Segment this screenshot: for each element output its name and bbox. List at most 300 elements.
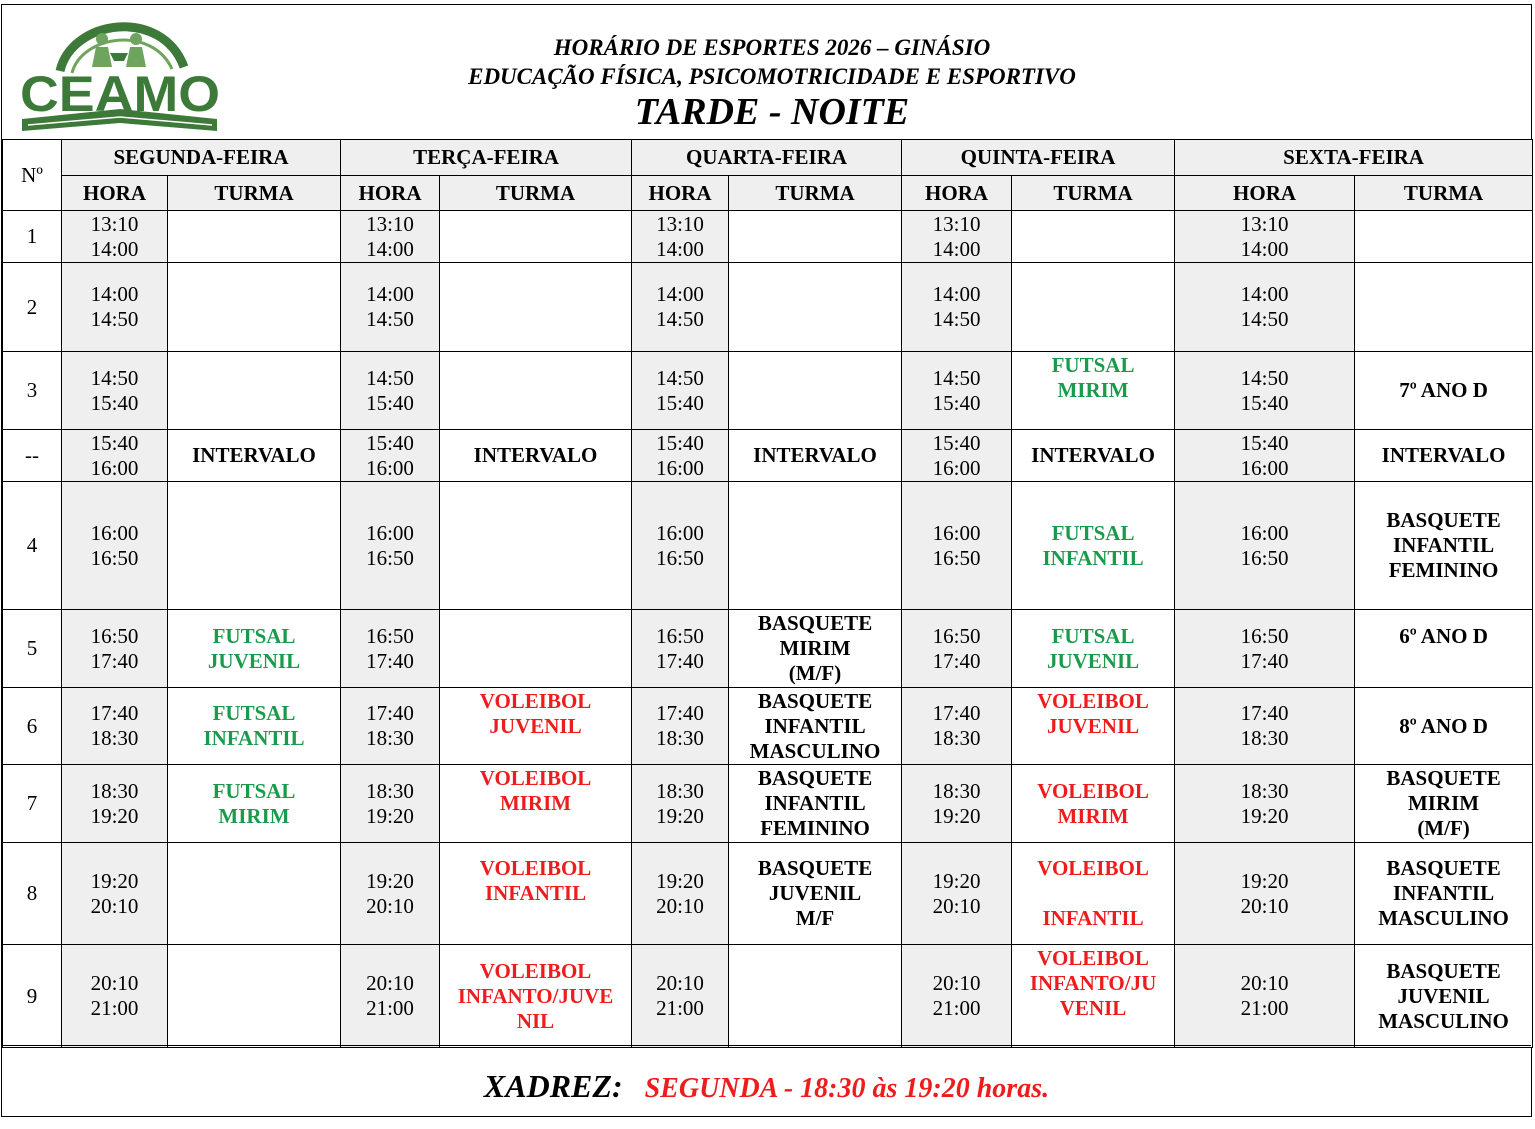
end-time: 16:00 bbox=[1240, 455, 1289, 480]
day-header: TERÇA-FEIRA bbox=[341, 140, 632, 176]
row-number: 2 bbox=[3, 263, 62, 352]
time-cell bbox=[62, 263, 168, 352]
start-time: 20:10 bbox=[1240, 971, 1289, 995]
start-time: 18:30 bbox=[90, 778, 139, 803]
turma-line: FUTSAL bbox=[1051, 520, 1135, 545]
day-header: QUINTA-FEIRA bbox=[902, 140, 1175, 176]
row-number: 9 bbox=[3, 945, 62, 1048]
time-cell bbox=[341, 430, 440, 482]
turma-cell bbox=[168, 352, 341, 430]
end-time: 16:50 bbox=[366, 545, 414, 570]
turma-cell bbox=[1355, 263, 1533, 352]
turma-cell bbox=[168, 263, 341, 352]
turma-line bbox=[1012, 739, 1174, 764]
turma-cell bbox=[729, 211, 902, 263]
time-cell bbox=[632, 482, 729, 610]
schedule-row bbox=[3, 263, 1533, 352]
start-time: 18:30 bbox=[366, 778, 414, 803]
turma-line: MASCULINO bbox=[1378, 906, 1509, 930]
turma-line: FEMININO bbox=[760, 816, 870, 840]
time-cell bbox=[341, 688, 440, 765]
end-time: 19:20 bbox=[1240, 803, 1289, 828]
start-time: 19:20 bbox=[656, 868, 704, 893]
turma-cell bbox=[1355, 765, 1533, 843]
turma-line: FUTSAL bbox=[1051, 353, 1135, 377]
schedule-row bbox=[3, 610, 1533, 688]
end-time: 20:10 bbox=[90, 893, 139, 918]
turma-cell bbox=[440, 211, 632, 263]
schedule-body bbox=[3, 211, 1533, 1048]
turma-line: INFANTO/JUVE bbox=[457, 983, 614, 1008]
start-time: 15:40 bbox=[656, 430, 704, 455]
end-time: 14:50 bbox=[366, 307, 414, 331]
schedule-page bbox=[1, 4, 1532, 1117]
turma-line: BASQUETE bbox=[1386, 958, 1501, 983]
title-line-1: HORÁRIO DE ESPORTES 2026 – GINÁSIO bbox=[553, 35, 991, 60]
day-header: QUARTA-FEIRA bbox=[632, 140, 902, 176]
turma-line: MIRIM bbox=[779, 636, 851, 660]
time-cell bbox=[632, 610, 729, 688]
start-time: 13:10 bbox=[656, 211, 704, 236]
turma-line: INFANTIL bbox=[203, 726, 305, 750]
number-column-header: Nº bbox=[3, 140, 62, 211]
start-time: 15:40 bbox=[366, 430, 414, 455]
time-cell bbox=[62, 765, 168, 843]
start-time: 19:20 bbox=[90, 868, 139, 893]
turma-line: VOLEIBOL bbox=[1037, 688, 1149, 713]
hora-column-header: HORA bbox=[1175, 176, 1355, 211]
start-time: 20:10 bbox=[90, 971, 139, 995]
turma-line: VOLEIBOL bbox=[1037, 778, 1149, 803]
end-time: 20:10 bbox=[1240, 893, 1289, 918]
day-header: SEGUNDA-FEIRA bbox=[62, 140, 341, 176]
turma-line bbox=[440, 739, 631, 764]
turma-line: INTERVALO bbox=[473, 443, 598, 467]
turma-cell bbox=[1012, 430, 1175, 482]
start-time: 17:40 bbox=[932, 701, 981, 725]
row-number: 8 bbox=[3, 843, 62, 945]
turma-line: BASQUETE bbox=[757, 611, 873, 635]
time-cell bbox=[902, 765, 1012, 843]
schedule-row bbox=[3, 482, 1533, 610]
turma-line: JUVENIL bbox=[1046, 648, 1140, 673]
turma-cell bbox=[168, 482, 341, 610]
turma-cell bbox=[440, 263, 632, 352]
start-time: 14:50 bbox=[90, 365, 139, 390]
start-time: 14:00 bbox=[932, 282, 981, 306]
turma-line: 6º ANO D bbox=[1399, 623, 1488, 648]
end-time: 16:00 bbox=[90, 455, 139, 480]
start-time: 16:50 bbox=[932, 623, 981, 648]
end-time: 14:00 bbox=[90, 236, 139, 261]
start-time: 19:20 bbox=[932, 868, 981, 893]
time-cell bbox=[341, 843, 440, 945]
end-time: 15:40 bbox=[90, 390, 139, 415]
time-cell bbox=[632, 765, 729, 843]
turma-line: JUVENIL bbox=[768, 881, 862, 905]
time-cell bbox=[902, 482, 1012, 610]
time-cell bbox=[341, 610, 440, 688]
turma-line: INFANTIL bbox=[1042, 545, 1144, 570]
start-time: 13:10 bbox=[90, 211, 139, 236]
turma-line: VOLEIBOL bbox=[479, 688, 592, 713]
time-cell bbox=[62, 430, 168, 482]
turma-line bbox=[440, 906, 631, 931]
title-line-3: TARDE - NOITE bbox=[634, 91, 910, 133]
turma-cell bbox=[168, 211, 341, 263]
time-cell bbox=[341, 482, 440, 610]
start-time: 16:00 bbox=[932, 520, 981, 545]
turma-line: JUVENIL bbox=[207, 648, 301, 673]
turma-cell bbox=[1355, 610, 1533, 688]
start-time: 14:00 bbox=[1240, 282, 1289, 306]
start-time: 16:50 bbox=[366, 623, 414, 648]
time-cell bbox=[1175, 482, 1355, 610]
start-time: 18:30 bbox=[656, 778, 704, 803]
start-time: 16:50 bbox=[90, 623, 139, 648]
end-time: 16:50 bbox=[1240, 545, 1289, 570]
end-time: 17:40 bbox=[1240, 648, 1289, 673]
turma-cell bbox=[729, 843, 902, 945]
start-time: 13:10 bbox=[1240, 211, 1289, 236]
row-number: 7 bbox=[3, 765, 62, 843]
schedule-table bbox=[2, 139, 1533, 1048]
time-cell bbox=[632, 211, 729, 263]
time-cell bbox=[1175, 430, 1355, 482]
turma-cell bbox=[1012, 945, 1175, 1048]
turma-line: FEMININO bbox=[1388, 558, 1499, 582]
turma-line: INTERVALO bbox=[753, 443, 877, 467]
time-cell bbox=[1175, 688, 1355, 765]
turma-cell bbox=[1012, 843, 1175, 945]
turma-line: MASCULINO bbox=[749, 738, 881, 763]
time-cell bbox=[632, 352, 729, 430]
hora-column-header: HORA bbox=[62, 176, 168, 211]
time-cell bbox=[1175, 765, 1355, 843]
row-number: -- bbox=[3, 430, 62, 482]
end-time: 17:40 bbox=[656, 648, 704, 673]
turma-line: MASCULINO bbox=[1378, 1008, 1509, 1033]
end-time: 16:00 bbox=[932, 455, 981, 480]
row-number: 4 bbox=[3, 482, 62, 610]
turma-cell bbox=[168, 843, 341, 945]
turma-line: BASQUETE bbox=[757, 766, 873, 790]
turma-cell bbox=[440, 688, 632, 765]
time-cell bbox=[632, 843, 729, 945]
time-cell bbox=[1175, 211, 1355, 263]
turma-line: BASQUETE bbox=[757, 688, 873, 713]
turma-line: MIRIM bbox=[499, 791, 572, 815]
end-time: 14:50 bbox=[656, 307, 704, 331]
turma-line: INFANTIL bbox=[484, 881, 587, 905]
end-time: 14:50 bbox=[1240, 307, 1289, 331]
time-cell bbox=[1175, 352, 1355, 430]
turma-column-header: TURMA bbox=[440, 176, 632, 211]
hora-column-header: HORA bbox=[341, 176, 440, 211]
start-time: 16:00 bbox=[656, 520, 704, 545]
turma-cell bbox=[1355, 430, 1533, 482]
time-cell bbox=[341, 211, 440, 263]
turma-cell bbox=[440, 945, 632, 1048]
end-time: 15:40 bbox=[932, 390, 981, 415]
end-time: 16:00 bbox=[366, 455, 414, 480]
time-cell bbox=[902, 352, 1012, 430]
turma-line: INFANTO/JU bbox=[1029, 971, 1157, 995]
time-cell bbox=[902, 211, 1012, 263]
schedule-row bbox=[3, 945, 1533, 1048]
end-time: 20:10 bbox=[932, 893, 981, 918]
start-time: 14:00 bbox=[366, 282, 414, 306]
start-time: 17:40 bbox=[656, 701, 704, 725]
time-cell bbox=[62, 945, 168, 1048]
start-time: 19:20 bbox=[366, 868, 414, 893]
time-cell bbox=[632, 430, 729, 482]
start-time: 14:00 bbox=[656, 282, 704, 306]
time-cell bbox=[902, 430, 1012, 482]
time-cell bbox=[341, 352, 440, 430]
turma-cell bbox=[440, 430, 632, 482]
turma-line: INTERVALO bbox=[1031, 443, 1155, 467]
start-time: 20:10 bbox=[932, 971, 981, 995]
end-time: 17:40 bbox=[932, 648, 981, 673]
start-time: 16:00 bbox=[366, 520, 414, 545]
turma-cell bbox=[440, 482, 632, 610]
end-time: 21:00 bbox=[656, 996, 704, 1020]
time-cell bbox=[632, 688, 729, 765]
turma-line: 8º ANO D bbox=[1399, 713, 1488, 738]
turma-cell bbox=[729, 610, 902, 688]
end-time: 16:50 bbox=[656, 545, 704, 570]
end-time: 20:10 bbox=[366, 893, 414, 918]
turma-line bbox=[1012, 403, 1174, 428]
subheader-row bbox=[3, 176, 1533, 211]
turma-line: BASQUETE bbox=[757, 856, 873, 880]
schedule-row bbox=[3, 352, 1533, 430]
turma-column-header: TURMA bbox=[1355, 176, 1533, 211]
turma-line bbox=[1012, 881, 1174, 906]
turma-line: INFANTIL bbox=[764, 791, 866, 815]
row-number: 6 bbox=[3, 688, 62, 765]
end-time: 20:10 bbox=[656, 893, 704, 918]
start-time: 17:40 bbox=[366, 701, 414, 725]
turma-line bbox=[1355, 649, 1532, 674]
time-cell bbox=[341, 263, 440, 352]
row-number: 3 bbox=[3, 352, 62, 430]
turma-line: INFANTIL bbox=[1392, 881, 1495, 905]
time-cell bbox=[1175, 610, 1355, 688]
turma-column-header: TURMA bbox=[168, 176, 341, 211]
turma-line: INFANTIL bbox=[764, 713, 866, 738]
turma-line: MIRIM bbox=[1057, 803, 1129, 828]
end-time: 21:00 bbox=[366, 996, 414, 1020]
time-cell bbox=[902, 688, 1012, 765]
end-time: 21:00 bbox=[90, 996, 139, 1020]
time-cell bbox=[62, 482, 168, 610]
turma-line: BASQUETE bbox=[1386, 508, 1501, 532]
end-time: 18:30 bbox=[656, 726, 704, 750]
title-block bbox=[332, 33, 1212, 133]
turma-cell bbox=[729, 765, 902, 843]
start-time: 14:00 bbox=[90, 282, 139, 306]
time-cell bbox=[1175, 843, 1355, 945]
schedule-row bbox=[3, 430, 1533, 482]
turma-cell bbox=[440, 843, 632, 945]
turma-cell bbox=[168, 430, 341, 482]
turma-cell bbox=[729, 352, 902, 430]
time-cell bbox=[62, 688, 168, 765]
turma-cell bbox=[729, 430, 902, 482]
end-time: 19:20 bbox=[366, 803, 414, 828]
end-time: 17:40 bbox=[90, 648, 139, 673]
turma-cell bbox=[1355, 945, 1533, 1048]
footer bbox=[2, 1045, 1531, 1118]
start-time: 14:50 bbox=[656, 365, 704, 390]
end-time: 19:20 bbox=[932, 803, 981, 828]
time-cell bbox=[341, 945, 440, 1048]
turma-line: VOLEIBOL bbox=[1037, 946, 1149, 970]
ceamo-logo bbox=[12, 9, 227, 139]
turma-line: (M/F) bbox=[788, 661, 842, 685]
turma-cell bbox=[1012, 263, 1175, 352]
end-time: 18:30 bbox=[932, 726, 981, 750]
time-cell bbox=[632, 263, 729, 352]
turma-line: JUVENIL bbox=[489, 713, 582, 738]
turma-cell bbox=[440, 352, 632, 430]
end-time: 21:00 bbox=[932, 996, 981, 1020]
turma-column-header: TURMA bbox=[1012, 176, 1175, 211]
turma-cell bbox=[1012, 211, 1175, 263]
end-time: 15:40 bbox=[366, 390, 414, 415]
footer-text: SEGUNDA - 18:30 às 19:20 horas. bbox=[644, 1073, 1050, 1104]
time-cell bbox=[1175, 263, 1355, 352]
start-time: 14:50 bbox=[366, 365, 414, 390]
end-time: 16:50 bbox=[932, 545, 981, 570]
end-time: 14:00 bbox=[932, 236, 981, 261]
start-time: 19:20 bbox=[1240, 868, 1289, 893]
turma-line: BASQUETE bbox=[1386, 766, 1501, 790]
turma-line: BASQUETE bbox=[1386, 856, 1501, 880]
turma-line: MIRIM bbox=[1057, 378, 1129, 402]
turma-line: INFANTIL bbox=[1042, 906, 1144, 930]
end-time: 19:20 bbox=[656, 803, 704, 828]
start-time: 16:00 bbox=[90, 520, 139, 545]
start-time: 15:40 bbox=[932, 430, 981, 455]
turma-line: VOLEIBOL bbox=[479, 958, 592, 983]
turma-line: INFANTIL bbox=[1392, 533, 1495, 557]
time-cell bbox=[902, 843, 1012, 945]
time-cell bbox=[62, 843, 168, 945]
start-time: 20:10 bbox=[656, 971, 704, 995]
end-time: 19:20 bbox=[90, 803, 139, 828]
turma-line: JUVENIL bbox=[1046, 713, 1140, 738]
end-time: 14:50 bbox=[932, 307, 981, 331]
end-time: 21:00 bbox=[1240, 996, 1289, 1020]
turma-cell bbox=[1012, 765, 1175, 843]
end-time: 14:00 bbox=[366, 236, 414, 261]
start-time: 15:40 bbox=[90, 430, 139, 455]
turma-line: JUVENIL bbox=[1397, 983, 1490, 1008]
start-time: 14:50 bbox=[1240, 365, 1289, 390]
turma-line: NIL bbox=[516, 1008, 555, 1033]
turma-cell bbox=[168, 610, 341, 688]
turma-line: (M/F) bbox=[1417, 816, 1470, 840]
end-time: 18:30 bbox=[366, 726, 414, 750]
turma-cell bbox=[1355, 843, 1533, 945]
turma-cell bbox=[440, 610, 632, 688]
turma-column-header: TURMA bbox=[729, 176, 902, 211]
time-cell bbox=[902, 263, 1012, 352]
turma-line: INTERVALO bbox=[192, 443, 316, 467]
turma-cell bbox=[729, 482, 902, 610]
time-cell bbox=[341, 765, 440, 843]
time-cell bbox=[902, 610, 1012, 688]
start-time: 16:50 bbox=[1240, 623, 1289, 648]
turma-line: FUTSAL bbox=[212, 623, 296, 648]
turma-cell bbox=[168, 765, 341, 843]
turma-line: VOLEIBOL bbox=[1037, 856, 1149, 880]
end-time: 15:40 bbox=[1240, 390, 1289, 415]
time-cell bbox=[632, 945, 729, 1048]
start-time: 16:00 bbox=[1240, 520, 1289, 545]
end-time: 18:30 bbox=[1240, 726, 1289, 750]
start-time: 15:40 bbox=[1240, 430, 1289, 455]
turma-line: MIRIM bbox=[218, 803, 290, 828]
start-time: 17:40 bbox=[90, 701, 139, 725]
start-time: 14:50 bbox=[932, 365, 981, 390]
end-time: 14:00 bbox=[656, 236, 704, 261]
time-cell bbox=[902, 945, 1012, 1048]
end-time: 16:00 bbox=[656, 455, 704, 480]
turma-line bbox=[440, 816, 631, 841]
turma-cell bbox=[1355, 688, 1533, 765]
turma-line: MIRIM bbox=[1407, 791, 1480, 815]
end-time: 15:40 bbox=[656, 390, 704, 415]
turma-line: VOLEIBOL bbox=[479, 766, 592, 790]
turma-cell bbox=[1012, 610, 1175, 688]
turma-cell bbox=[168, 688, 341, 765]
start-time: 18:30 bbox=[932, 778, 981, 803]
footer-label: XADREZ: bbox=[483, 1068, 623, 1104]
start-time: 13:10 bbox=[932, 211, 981, 236]
schedule-row bbox=[3, 211, 1533, 263]
start-time: 16:50 bbox=[656, 623, 704, 648]
schedule-row bbox=[3, 843, 1533, 945]
turma-line: INTERVALO bbox=[1381, 443, 1506, 467]
logo-text: CEAMO bbox=[20, 66, 221, 122]
turma-line: 7º ANO D bbox=[1399, 378, 1488, 402]
end-time: 14:00 bbox=[1240, 236, 1289, 261]
schedule-row bbox=[3, 688, 1533, 765]
time-cell bbox=[62, 352, 168, 430]
start-time: 18:30 bbox=[1240, 778, 1289, 803]
turma-cell bbox=[1355, 211, 1533, 263]
hora-column-header: HORA bbox=[632, 176, 729, 211]
turma-line: VENIL bbox=[1059, 996, 1127, 1020]
turma-cell bbox=[729, 945, 902, 1048]
row-number: 1 bbox=[3, 211, 62, 263]
turma-cell bbox=[1355, 482, 1533, 610]
schedule-row bbox=[3, 765, 1533, 843]
turma-cell bbox=[1012, 688, 1175, 765]
hora-column-header: HORA bbox=[902, 176, 1012, 211]
start-time: 17:40 bbox=[1240, 701, 1289, 725]
turma-cell bbox=[729, 263, 902, 352]
end-time: 16:50 bbox=[90, 545, 139, 570]
turma-line: FUTSAL bbox=[212, 778, 296, 803]
end-time: 17:40 bbox=[366, 648, 414, 673]
turma-cell bbox=[729, 688, 902, 765]
start-time: 20:10 bbox=[366, 971, 414, 995]
